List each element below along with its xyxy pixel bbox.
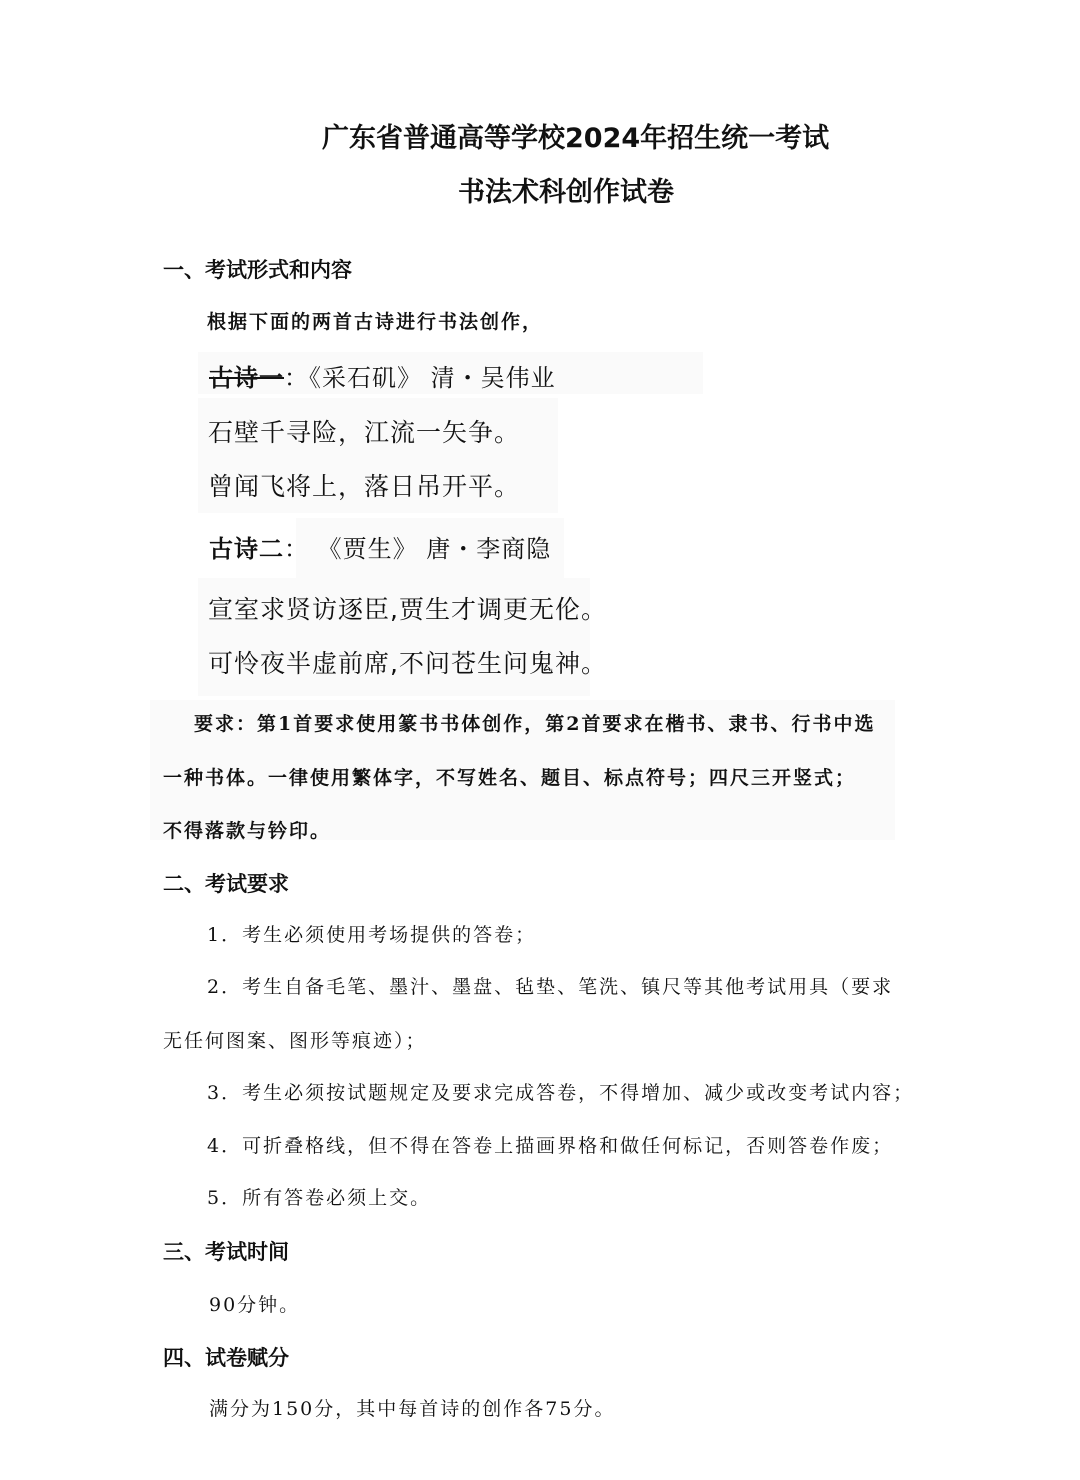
rule-item: 3．考生必须按试题规定及要求完成答卷，不得增加、减少或改变考试内容；: [207, 1082, 915, 1104]
poem2-title: [209, 529, 551, 564]
score-info: 满分为150分，其中每首诗的创作各75分。: [209, 1398, 616, 1420]
requirement-text: 一种书体。一律使用繁体字，不写姓名、题目、标点符号；四尺三开竖式；: [163, 767, 857, 789]
section-heading: 一、考试形式和内容: [163, 258, 352, 282]
poem2-label: 古诗二: [209, 535, 284, 563]
poem2-line: 宣室求贤访逐臣,贾生才调更无伦。: [208, 595, 607, 624]
poem2-line: 可怜夜半虚前席,不问苍生问鬼神。: [208, 649, 607, 678]
poem2-name: ： 《贾生》 唐・李商隐: [284, 535, 552, 563]
poem1-line: 石壁千寻险，江流一矢争。: [208, 418, 521, 447]
poem1-name: ：《采石矶》 清・吴伟业: [284, 364, 556, 392]
intro-text: 根据下面的两首古诗进行书法创作，: [207, 311, 544, 333]
exam-duration: 90分钟。: [209, 1294, 301, 1316]
poem1-line: 曾闻飞将上，落日吊开平。: [208, 472, 521, 501]
requirement-text: 不得落款与钤印。: [163, 820, 332, 842]
rule-item: 4．可折叠格线，但不得在答卷上描画界格和做任何标记，否则答卷作废；: [207, 1135, 894, 1157]
section-heading: 三、考试时间: [163, 1240, 289, 1264]
requirement-text: 要求：第1首要求使用篆书书体创作，第2首要求在楷书、隶书、行书中选: [194, 713, 876, 735]
section-heading: 二、考试要求: [163, 872, 289, 896]
poem1-title: [209, 358, 556, 393]
exam-title: 广东省普通高等学校2024年招生统一考试: [322, 123, 830, 154]
rule-item: 2．考生自备毛笔、墨汁、墨盘、毡垫、笔洗、镇尺等其他考试用具（要求: [207, 976, 894, 998]
exam-subtitle: 书法术科创作试卷: [458, 177, 674, 208]
section-heading: 四、试卷赋分: [163, 1346, 289, 1370]
poem1-label: 古诗一: [209, 364, 284, 392]
rule-item: 无任何图案、图形等痕迹）；: [163, 1030, 427, 1052]
rule-item: 5．所有答卷必须上交。: [207, 1187, 432, 1209]
rule-item: 1．考生必须使用考场提供的答卷；: [207, 924, 537, 946]
